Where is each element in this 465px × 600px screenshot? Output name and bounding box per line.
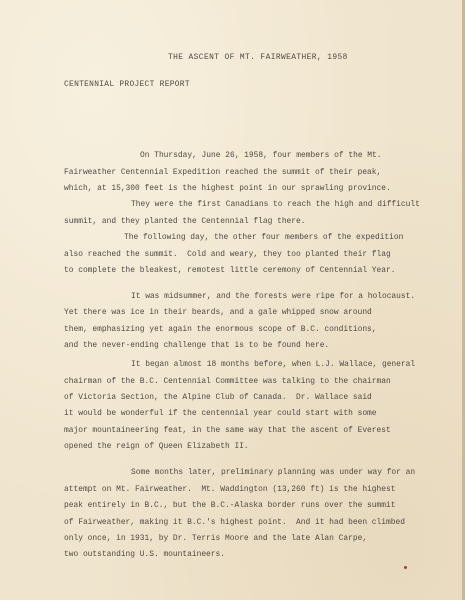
body-line: The following day, the other four members of the expedition (124, 233, 404, 242)
body-line: two outstanding U.S. mountaineers. (64, 550, 225, 559)
body-line: major mountaineering feat, in the same way that the ascent of Everest (64, 426, 391, 435)
body-line: They were the first Canadians to reach the high and difficult (131, 200, 420, 209)
body-line: peak entirely in B.C., but the B.C.-Alaska border runs over the summit (64, 501, 396, 510)
body-line: attempt on Mt. Fairweather. Mt. Waddington (13,260 ft) is the highest (64, 485, 396, 494)
body-line: summit, and they planted the Centennial flag there. (64, 217, 306, 226)
body-line: On Thursday, June 26, 1958, four members of the Mt. (140, 151, 382, 160)
body-line: chairman of the B.C. Centennial Committee was talking to the chairman (64, 377, 391, 386)
body-line: only once, in 1931, by Dr. Terris Moore and the late Alan Carpe, (64, 534, 368, 543)
body-line: It was midsummer, and the forests were ripe for a holocaust. (131, 292, 416, 301)
body-line: Fairweather Centennial Expedition reached the summit of their peak, (64, 168, 382, 177)
ink-spot (404, 566, 407, 569)
body-line: of Fairweather, making it B.C.'s highest point. And it had been climbed (64, 518, 405, 527)
document-title: THE ASCENT OF MT. FAIRWEATHER, 1958 (168, 53, 348, 62)
body-line: to complete the bleakest, remotest little ceremony of Centennial Year. (64, 266, 396, 275)
body-line: Some months later, preliminary planning was under way for an (131, 468, 416, 477)
body-line: It began almost 18 months before, when L.J. Wallace, general (131, 360, 416, 369)
body-line: Yet there was ice in their beards, and a gale whipped snow around (64, 308, 372, 317)
document-subtitle: CENTENNIAL PROJECT REPORT (64, 80, 190, 89)
body-line: it would be wonderful if the centennial year could start with some (64, 409, 377, 418)
body-line: opened the reign of Queen Elizabeth II. (64, 442, 249, 451)
body-line: also reached the summit. Cold and weary, they too planted their flag (64, 250, 391, 259)
body-line: them, emphasizing yet again the enormous scope of B.C. conditions, (64, 325, 377, 334)
body-line: and the never-ending challenge that is to be found here. (64, 341, 330, 350)
body-line: which, at 15,300 feet is the highest point in our sprawling province. (64, 184, 391, 193)
body-line: of Victoria Section, the Alpine Club of Canada. Dr. Wallace said (64, 393, 372, 402)
